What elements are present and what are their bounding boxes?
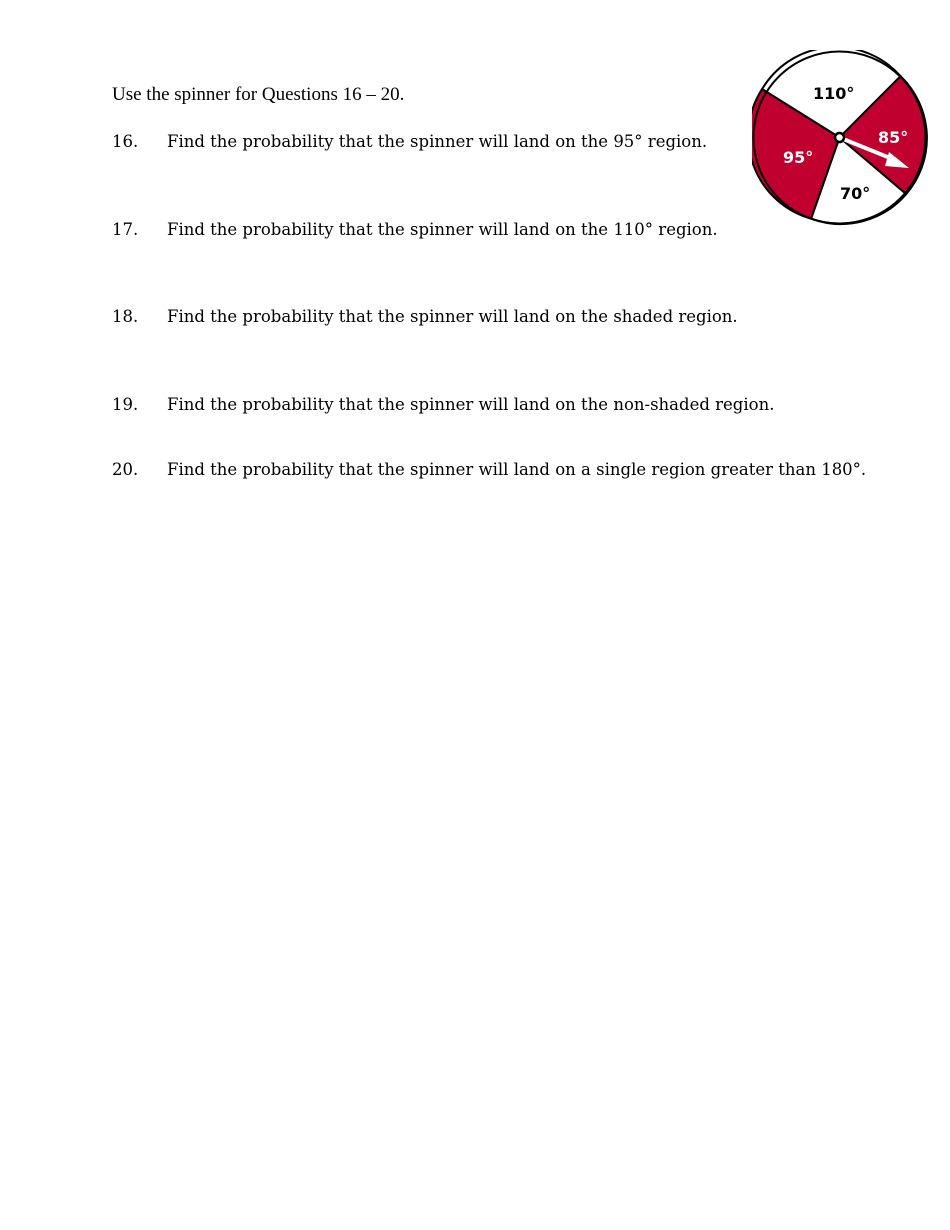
question-number: 17. xyxy=(112,220,139,239)
question-number: 20. xyxy=(112,460,139,479)
spinner-svg xyxy=(752,50,930,228)
question-text: Find the probability that the spinner will land on the 95° region. xyxy=(167,132,708,151)
question-number: 16. xyxy=(112,132,139,151)
label-85: 85° xyxy=(878,128,909,147)
label-110: 110° xyxy=(813,84,855,103)
question-text: Find the probability that the spinner will land on the non-shaded region. xyxy=(167,395,775,414)
question-number: 19. xyxy=(112,395,139,414)
instructions-text: Use the spinner for Questions 16 – 20. xyxy=(112,84,405,105)
question-text: Find the probability that the spinner will land on the 110° region. xyxy=(167,220,718,239)
question-text: Find the probability that the spinner will land on the shaded region. xyxy=(167,307,738,326)
question-19 xyxy=(112,394,774,416)
label-70: 70° xyxy=(840,184,871,203)
question-20 xyxy=(112,459,866,481)
question-17 xyxy=(112,219,718,241)
question-16 xyxy=(112,131,707,153)
label-95: 95° xyxy=(783,148,814,167)
spinner-diagram xyxy=(752,50,930,228)
question-18 xyxy=(112,306,738,328)
spinner-pivot xyxy=(835,133,844,142)
question-number: 18. xyxy=(112,307,139,326)
question-text: Find the probability that the spinner will land on a single region greater than 180°. xyxy=(167,460,867,479)
